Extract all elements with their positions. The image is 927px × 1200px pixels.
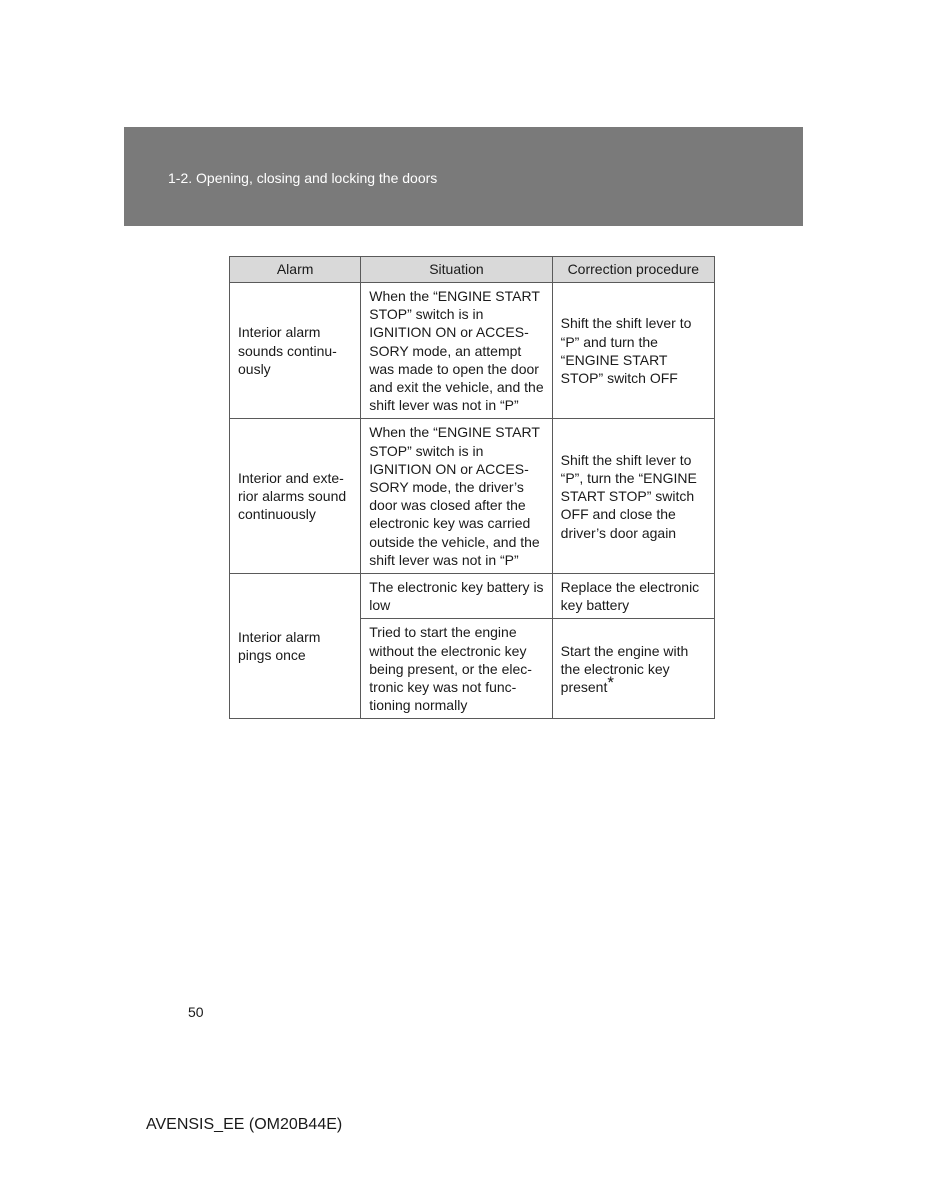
situation-cell: When the “ENGINE START STOP” switch is in IGNITION ON or ACCES-SORY mode, the driver’s door was closed after the electronic key was carried outside the vehicle, and the shift lever was not in “P”	[361, 419, 552, 574]
situation-cell: When the “ENGINE START STOP” switch is in IGNITION ON or ACCES-SORY mode, an attempt was made to open the door and exit the vehicle, and the shift lever was not in “P”	[361, 283, 552, 419]
footnote-asterisk: *	[607, 673, 614, 693]
chapter-header-band	[124, 127, 803, 226]
table-row	[230, 419, 715, 574]
correction-cell: Shift the shift lever to “P”, turn the “ENGINE START STOP” switch OFF and close the driver’s door again	[552, 419, 714, 574]
situation-cell: The electronic key battery is low	[361, 574, 552, 619]
correction-cell: Shift the shift lever to “P” and turn the “ENGINE START STOP” switch OFF	[552, 283, 714, 419]
table-row	[230, 574, 715, 619]
section-title: 1-2. Opening, closing and locking the doors	[168, 170, 438, 186]
correction-text: Start the engine with the electronic key present	[560, 642, 689, 696]
column-header-alarm: Alarm	[230, 257, 361, 283]
table-row	[230, 283, 715, 419]
correction-cell	[552, 619, 714, 719]
alarm-cell: Interior alarm sounds continu-ously	[230, 283, 361, 419]
column-header-correction: Correction procedure	[552, 257, 714, 283]
alarm-table	[229, 256, 715, 719]
column-header-situation: Situation	[361, 257, 552, 283]
table-header-row	[230, 257, 715, 283]
manual-code: AVENSIS_EE (OM20B44E)	[146, 1116, 343, 1133]
situation-cell: Tried to start the engine without the electronic key being present, or the elec-tronic key was not func-tioning normally	[361, 619, 552, 719]
page-number: 50	[188, 1004, 204, 1020]
alarm-cell: Interior and exte-rior alarms sound continuously	[230, 419, 361, 574]
alarm-cell: Interior alarm pings once	[230, 574, 361, 719]
correction-cell: Replace the electronic key battery	[552, 574, 714, 619]
